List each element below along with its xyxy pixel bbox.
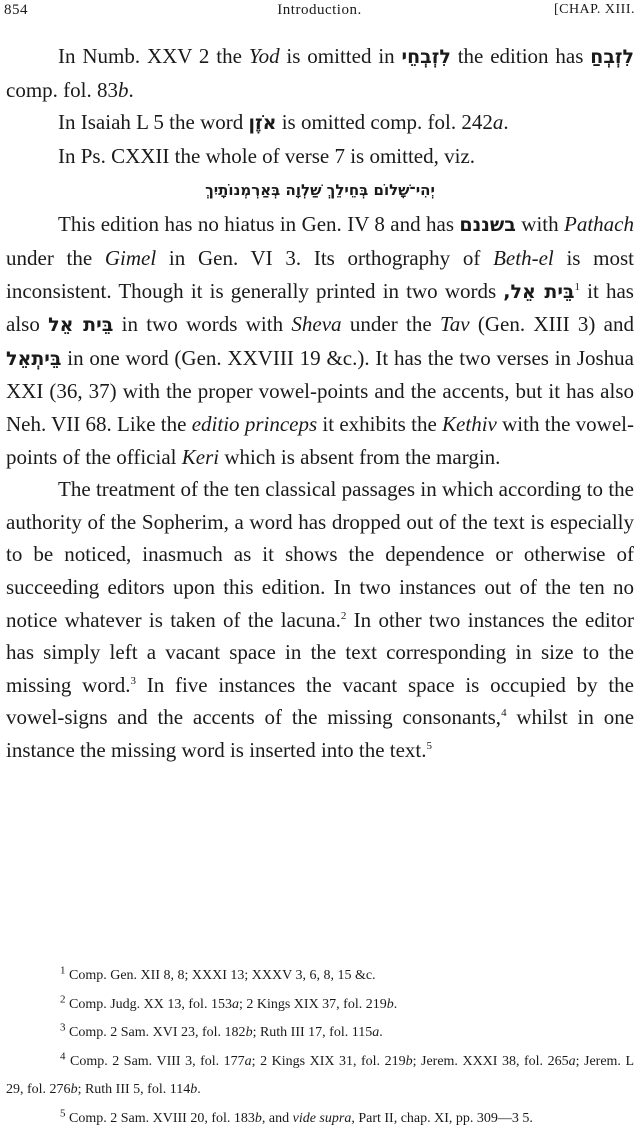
hebrew-word: אֹזֶן	[248, 112, 277, 135]
hebrew-word: לִזְבְחֵי	[401, 46, 451, 68]
footnote-ref: 5	[426, 739, 433, 752]
hebrew-word: בֵּית אֵל,	[503, 280, 575, 303]
paragraph-psalms: In Ps. CXXII the whole of verse 7 is omitted, viz.	[58, 143, 476, 168]
footnote-2: $^2$ Comp. Judg. XX 13, fol. 153a; 2 Kings XIX 37, fol. 219b.	[60, 992, 398, 1012]
footnote-ref: 4	[501, 707, 507, 720]
hebrew-verse: יְהִי־שָׁלוֹם בְּחֵילֵךְ שַׁלְוָה בְּאַרְמְנוֹתָיִךְ	[205, 181, 435, 200]
footnotes	[6, 962, 634, 1133]
footnote-1: $^1$ Comp. Gen. XII 8, 8; XXXI 13; XXXV 3, 6, 8, 15 &c.	[60, 964, 376, 983]
paragraph-isaiah: In Isaiah L 5 the word אֹזֶן is omitted comp. fol. 242a.	[58, 110, 509, 135]
footnote-ref: 1	[574, 280, 581, 293]
running-header	[4, 2, 635, 26]
footnote-3: $^3$ Comp. 2 Sam. XVI 23, fol. 182b; Ruth III 17, fol. 115a.	[60, 1021, 383, 1040]
main-text	[6, 40, 634, 766]
chapter-label: [CHAP. XIII.	[553, 2, 635, 17]
footnote-ref: 3	[130, 674, 136, 687]
hebrew-word: בשננם	[459, 214, 516, 237]
footnote-5: $^5$ Comp. 2 Sam. XVIII 20, fol. 183b, and vide supra, Part II, chap. XI, pp. 309—3 5.	[60, 1106, 533, 1126]
footnote-4: $^4$ Comp. 2 Sam. VIII 3, fol. 177a; 2 Kings XIX 31, fol. 219b; Jerem. XXXI 38, fol. 265a; Jerem. L 29, fol. 276b; Ruth III 5, fol. 114b.	[6, 1049, 634, 1097]
hebrew-word: בֵּית אֵל	[48, 314, 114, 337]
hebrew-word: לִזְבְחַ	[590, 46, 635, 68]
paragraph-sopherim: The treatment of the ten classical passages in which according to the authority of the Sopherim, a word has dropped out of the text is especially to be noticed, inasmuch as it shows the dependence or otherwise of succeeding editors upon this edition. In two instances out of the ten no notice whatever is taken of the lacuna.$^2$ In other two instances the editor has simply left a vacant space in the text corresponding in size to the missing word.$^3$ In five instances the vacant space is occupied by the vowel-signs and the accents of the missing consonants,$^4$ whilst in one instance the missing word is inserted into the text.$^5$	[6, 477, 635, 762]
hebrew-word: בֵּיתְאֵל	[6, 347, 62, 370]
paragraph-numbers: In Numb. XXV 2 the Yod is omitted in לִזְבְחֵי the edition has לִזְבְחַ comp. fol. 83b.	[6, 44, 635, 102]
running-title: Introduction.	[277, 2, 362, 18]
footnote-ref: 2	[340, 609, 347, 622]
paragraph-edition: This edition has no hiatus in Gen. IV 8 and has בשננם with Pathach under the Gimel in Gen. VI 3. Its orthography of Beth-el is most inconsistent. Though it is generally printed in two words בֵּית אֵל,$^1$ it has also בֵּית אֵל in two words with Sheva under the Tav (Gen. XIII 3) and בֵּיתְאֵל in one word (Gen. XXVIII 19 &c.). It has the two verses in Joshua XXI (36, 37) with the proper vowel-points and the accents, but it has also Neh. VII 68. Like the editio princeps it exhibits the Kethiv with the vowel-points of the official Keri which is absent from the margin.	[6, 212, 635, 469]
page-number: 854	[4, 2, 28, 18]
